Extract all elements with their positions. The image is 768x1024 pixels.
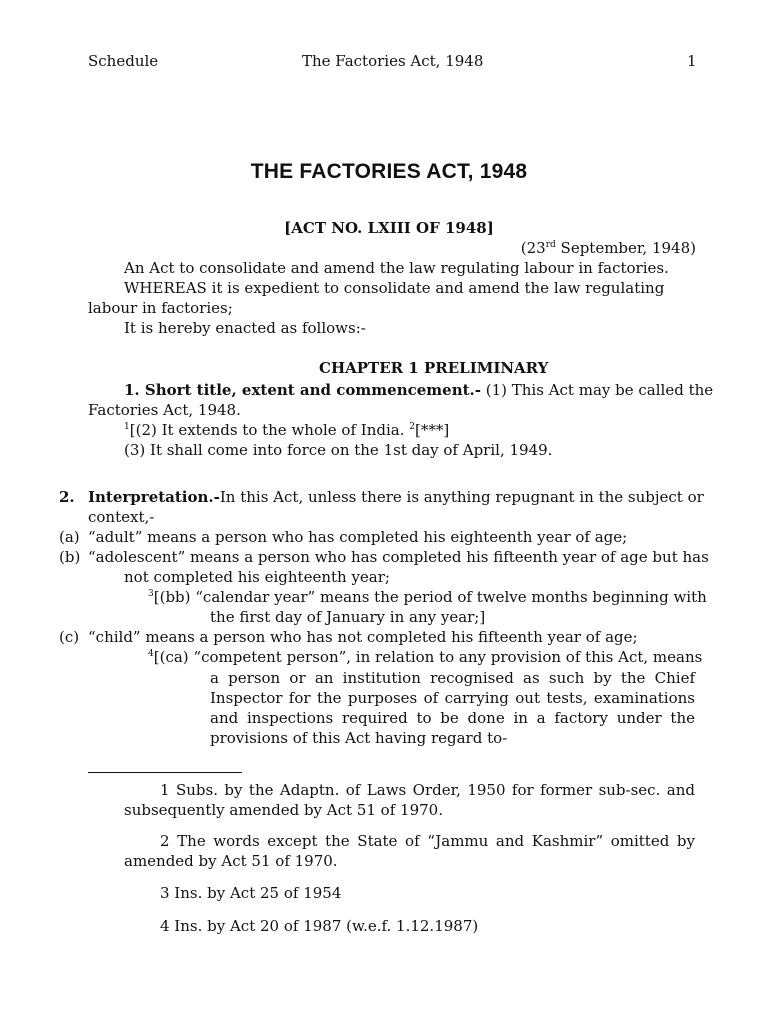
act-number: [ACT NO. LXIII OF 1948] bbox=[284, 219, 494, 237]
footnote-ref-1: 1 bbox=[124, 422, 130, 432]
sub-2-text: [(2) It extends to the whole of India. bbox=[129, 421, 410, 439]
footnote-4: 4 Ins. by Act 20 of 1987 (w.e.f. 1.12.1987) bbox=[160, 917, 479, 935]
footnote-ref-4: 4 bbox=[148, 649, 154, 659]
section-2-heading: Interpretation.- bbox=[88, 488, 220, 506]
chapter-heading: CHAPTER 1 PRELIMINARY bbox=[319, 359, 549, 377]
clause-ca-body: a person or an institution recognised as such by the Chief Inspector for the purposes of carrying out tests, examinations and inspections required to be done in a factory under the provisions of this Act having regard to- bbox=[210, 669, 695, 747]
page-number: 1 bbox=[687, 52, 697, 70]
section-1-line-1 bbox=[124, 381, 714, 399]
clause-bb-line-1 bbox=[148, 588, 707, 606]
clause-b-line-1: “adolescent” means a person who has completed his fifteenth year of age but has bbox=[88, 548, 709, 566]
clause-a-text: “adult” means a person who has completed his eighteenth year of age; bbox=[88, 528, 628, 546]
clause-c-text: “child” means a person who has not completed his fifteenth year of age; bbox=[88, 628, 638, 646]
clause-b-line-2: not completed his eighteenth year; bbox=[124, 568, 390, 586]
section-1-line-2: Factories Act, 1948. bbox=[88, 401, 241, 419]
enacted-line: It is hereby enacted as follows:- bbox=[124, 319, 366, 337]
clause-b-label: (b) bbox=[59, 548, 81, 566]
footnote-3: 3 Ins. by Act 25 of 1954 bbox=[160, 884, 342, 902]
footnote-ref-2: 2 bbox=[409, 422, 415, 432]
sub-2-tail: [***] bbox=[414, 421, 450, 439]
clause-bb-text: [(bb) “calendar year” means the period of twelve months beginning with bbox=[153, 588, 707, 606]
whereas-line-2: labour in factories; bbox=[88, 299, 233, 317]
section-1-text: (1) This Act may be called the bbox=[480, 381, 714, 399]
header-title: The Factories Act, 1948 bbox=[302, 52, 484, 70]
clause-c-label: (c) bbox=[59, 628, 80, 646]
act-date bbox=[521, 239, 696, 257]
header-left: Schedule bbox=[88, 52, 159, 70]
date-ordinal: rd bbox=[545, 240, 556, 250]
section-1-sub-2 bbox=[124, 421, 449, 439]
section-2-intro: In this Act, unless there is anything repugnant in the subject or bbox=[219, 488, 704, 506]
preamble-line: An Act to consolidate and amend the law regulating labour in factories. bbox=[124, 259, 669, 277]
clause-ca-text: [(ca) “competent person”, in relation to any provision of this Act, means bbox=[153, 648, 703, 666]
date-rest: September, 1948) bbox=[555, 239, 696, 257]
section-2-number: 2. bbox=[59, 488, 75, 506]
section-1-sub-3: (3) It shall come into force on the 1st day of April, 1949. bbox=[124, 441, 553, 459]
whereas-line-1: WHEREAS it is expedient to consolidate and amend the law regulating bbox=[124, 279, 665, 297]
section-2-intro-line-2: context,- bbox=[88, 508, 155, 526]
clause-ca-line-1 bbox=[148, 648, 703, 666]
clause-bb-line-2: the first day of January in any year;] bbox=[210, 608, 486, 626]
clause-a-label: (a) bbox=[59, 528, 80, 546]
footnote-1: 1 Subs. by the Adaptn. of Laws Order, 1950 for former sub-sec. and subsequently amended by Act 51 of 1970. bbox=[124, 781, 695, 819]
footnote-2: 2 The words except the State of “Jammu and Kashmir” omitted by amended by Act 51 of 1970. bbox=[124, 832, 695, 870]
document-title: THE FACTORIES ACT, 1948 bbox=[250, 160, 528, 183]
footnote-separator bbox=[88, 772, 242, 773]
date-open: (23 bbox=[520, 239, 546, 257]
footnote-ref-3: 3 bbox=[148, 589, 154, 599]
section-1-heading: 1. Short title, extent and commencement.- bbox=[124, 381, 481, 399]
section-2-intro-line-1 bbox=[88, 488, 704, 506]
